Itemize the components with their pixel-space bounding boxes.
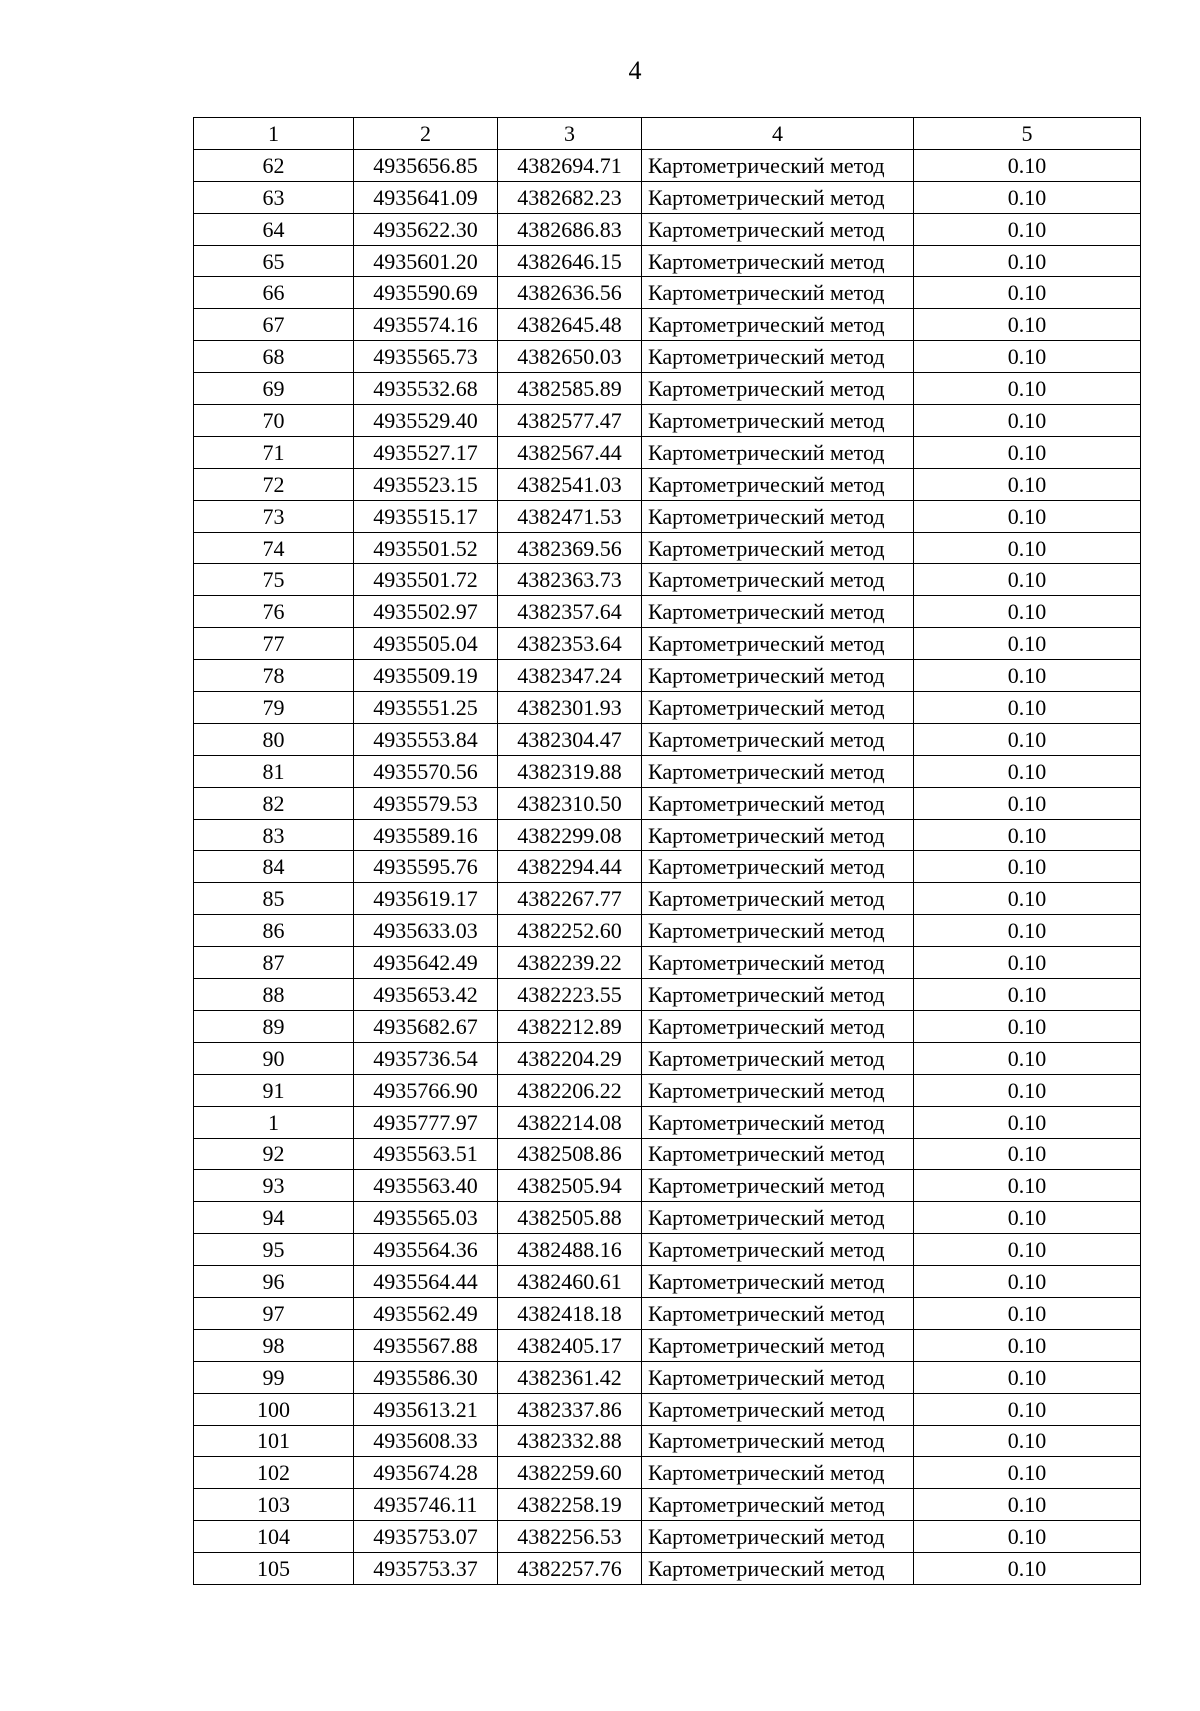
cell-accuracy: 0.10	[914, 341, 1141, 373]
table-row	[194, 1266, 1141, 1298]
cell-point-number: 91	[194, 1074, 354, 1106]
cell-accuracy: 0.10	[914, 755, 1141, 787]
cell-y: 4382332.88	[498, 1425, 642, 1457]
cell-point-number: 105	[194, 1553, 354, 1585]
cell-x: 4935619.17	[354, 883, 498, 915]
cell-accuracy: 0.10	[914, 1010, 1141, 1042]
cell-y: 4382460.61	[498, 1266, 642, 1298]
cell-point-number: 69	[194, 373, 354, 405]
cell-x: 4935527.17	[354, 436, 498, 468]
cell-x: 4935622.30	[354, 213, 498, 245]
cell-accuracy: 0.10	[914, 1361, 1141, 1393]
cell-y: 4382361.42	[498, 1361, 642, 1393]
column-header-x: 2	[354, 118, 498, 150]
cell-method: Картометрический метод	[642, 1489, 914, 1521]
cell-y: 4382369.56	[498, 532, 642, 564]
cell-y: 4382363.73	[498, 564, 642, 596]
cell-accuracy: 0.10	[914, 692, 1141, 724]
table-row	[194, 1329, 1141, 1361]
table-row	[194, 245, 1141, 277]
cell-accuracy: 0.10	[914, 564, 1141, 596]
cell-accuracy: 0.10	[914, 309, 1141, 341]
table-row	[194, 1202, 1141, 1234]
cell-x: 4935501.52	[354, 532, 498, 564]
cell-x: 4935565.03	[354, 1202, 498, 1234]
cell-point-number: 84	[194, 851, 354, 883]
cell-method: Картометрический метод	[642, 1010, 914, 1042]
cell-method: Картометрический метод	[642, 979, 914, 1011]
cell-x: 4935642.49	[354, 947, 498, 979]
table-row	[194, 1361, 1141, 1393]
cell-y: 4382471.53	[498, 500, 642, 532]
cell-y: 4382541.03	[498, 468, 642, 500]
cell-y: 4382505.88	[498, 1202, 642, 1234]
cell-point-number: 74	[194, 532, 354, 564]
cell-method: Картометрический метод	[642, 1234, 914, 1266]
cell-x: 4935766.90	[354, 1074, 498, 1106]
cell-accuracy: 0.10	[914, 500, 1141, 532]
cell-y: 4382256.53	[498, 1521, 642, 1553]
table-row	[194, 500, 1141, 532]
cell-accuracy: 0.10	[914, 1425, 1141, 1457]
cell-accuracy: 0.10	[914, 1074, 1141, 1106]
cell-x: 4935553.84	[354, 723, 498, 755]
table-row	[194, 628, 1141, 660]
cell-y: 4382301.93	[498, 692, 642, 724]
cell-accuracy: 0.10	[914, 532, 1141, 564]
cell-point-number: 98	[194, 1329, 354, 1361]
table-row	[194, 1234, 1141, 1266]
column-header-accuracy: 5	[914, 118, 1141, 150]
cell-point-number: 81	[194, 755, 354, 787]
cell-point-number: 104	[194, 1521, 354, 1553]
cell-y: 4382223.55	[498, 979, 642, 1011]
cell-accuracy: 0.10	[914, 181, 1141, 213]
cell-point-number: 95	[194, 1234, 354, 1266]
cell-y: 4382304.47	[498, 723, 642, 755]
cell-point-number: 67	[194, 309, 354, 341]
cell-method: Картометрический метод	[642, 692, 914, 724]
cell-method: Картометрический метод	[642, 1202, 914, 1234]
cell-accuracy: 0.10	[914, 213, 1141, 245]
table-row	[194, 692, 1141, 724]
table-row	[194, 405, 1141, 437]
cell-x: 4935551.25	[354, 692, 498, 724]
cell-x: 4935674.28	[354, 1457, 498, 1489]
cell-method: Картометрический метод	[642, 915, 914, 947]
cell-y: 4382204.29	[498, 1042, 642, 1074]
cell-y: 4382294.44	[498, 851, 642, 883]
cell-y: 4382694.71	[498, 149, 642, 181]
cell-accuracy: 0.10	[914, 628, 1141, 660]
cell-point-number: 89	[194, 1010, 354, 1042]
cell-y: 4382267.77	[498, 883, 642, 915]
cell-x: 4935746.11	[354, 1489, 498, 1521]
cell-y: 4382337.86	[498, 1393, 642, 1425]
table-row	[194, 341, 1141, 373]
table-row	[194, 851, 1141, 883]
cell-y: 4382585.89	[498, 373, 642, 405]
cell-y: 4382405.17	[498, 1329, 642, 1361]
cell-accuracy: 0.10	[914, 1489, 1141, 1521]
cell-y: 4382686.83	[498, 213, 642, 245]
table-row	[194, 149, 1141, 181]
cell-point-number: 86	[194, 915, 354, 947]
table-header	[194, 118, 1141, 150]
cell-method: Картометрический метод	[642, 1361, 914, 1393]
cell-y: 4382347.24	[498, 660, 642, 692]
cell-y: 4382645.48	[498, 309, 642, 341]
cell-method: Картометрический метод	[642, 1457, 914, 1489]
cell-method: Картометрический метод	[642, 723, 914, 755]
table-row	[194, 883, 1141, 915]
table-row	[194, 1042, 1141, 1074]
table-row	[194, 1297, 1141, 1329]
cell-method: Картометрический метод	[642, 1106, 914, 1138]
cell-y: 4382252.60	[498, 915, 642, 947]
table-row	[194, 755, 1141, 787]
cell-y: 4382418.18	[498, 1297, 642, 1329]
table-row	[194, 947, 1141, 979]
cell-point-number: 65	[194, 245, 354, 277]
cell-method: Картометрический метод	[642, 341, 914, 373]
cell-accuracy: 0.10	[914, 436, 1141, 468]
cell-accuracy: 0.10	[914, 915, 1141, 947]
cell-point-number: 70	[194, 405, 354, 437]
cell-accuracy: 0.10	[914, 1521, 1141, 1553]
cell-point-number: 101	[194, 1425, 354, 1457]
cell-point-number: 78	[194, 660, 354, 692]
cell-x: 4935565.73	[354, 341, 498, 373]
table-row	[194, 1553, 1141, 1585]
cell-x: 4935509.19	[354, 660, 498, 692]
cell-method: Картометрический метод	[642, 787, 914, 819]
cell-x: 4935564.36	[354, 1234, 498, 1266]
cell-x: 4935579.53	[354, 787, 498, 819]
cell-y: 4382310.50	[498, 787, 642, 819]
cell-method: Картометрический метод	[642, 596, 914, 628]
table-row	[194, 181, 1141, 213]
cell-accuracy: 0.10	[914, 947, 1141, 979]
cell-accuracy: 0.10	[914, 1170, 1141, 1202]
cell-point-number: 88	[194, 979, 354, 1011]
cell-point-number: 82	[194, 787, 354, 819]
cell-method: Картометрический метод	[642, 851, 914, 883]
column-header-point-number: 1	[194, 118, 354, 150]
cell-x: 4935682.67	[354, 1010, 498, 1042]
table-row	[194, 1425, 1141, 1457]
cell-point-number: 73	[194, 500, 354, 532]
column-header-method: 4	[642, 118, 914, 150]
cell-method: Картометрический метод	[642, 564, 914, 596]
table-row	[194, 1521, 1141, 1553]
cell-y: 4382257.76	[498, 1553, 642, 1585]
coordinates-table	[193, 117, 1141, 1585]
cell-x: 4935502.97	[354, 596, 498, 628]
cell-accuracy: 0.10	[914, 1202, 1141, 1234]
cell-y: 4382577.47	[498, 405, 642, 437]
cell-accuracy: 0.10	[914, 245, 1141, 277]
cell-accuracy: 0.10	[914, 149, 1141, 181]
table-row	[194, 596, 1141, 628]
table-row	[194, 468, 1141, 500]
cell-method: Картометрический метод	[642, 500, 914, 532]
cell-y: 4382488.16	[498, 1234, 642, 1266]
table-row	[194, 787, 1141, 819]
cell-method: Картометрический метод	[642, 755, 914, 787]
cell-method: Картометрический метод	[642, 277, 914, 309]
table-row	[194, 819, 1141, 851]
page-number: 4	[628, 56, 642, 85]
cell-point-number: 1	[194, 1106, 354, 1138]
cell-method: Картометрический метод	[642, 405, 914, 437]
table-row	[194, 723, 1141, 755]
cell-method: Картометрический метод	[642, 213, 914, 245]
cell-method: Картометрический метод	[642, 149, 914, 181]
cell-point-number: 94	[194, 1202, 354, 1234]
cell-accuracy: 0.10	[914, 1553, 1141, 1585]
cell-method: Картометрический метод	[642, 309, 914, 341]
cell-accuracy: 0.10	[914, 1042, 1141, 1074]
cell-accuracy: 0.10	[914, 979, 1141, 1011]
cell-x: 4935505.04	[354, 628, 498, 660]
cell-accuracy: 0.10	[914, 1138, 1141, 1170]
cell-point-number: 79	[194, 692, 354, 724]
cell-x: 4935608.33	[354, 1425, 498, 1457]
cell-y: 4382353.64	[498, 628, 642, 660]
table-row	[194, 1010, 1141, 1042]
cell-x: 4935586.30	[354, 1361, 498, 1393]
cell-y: 4382682.23	[498, 181, 642, 213]
cell-y: 4382212.89	[498, 1010, 642, 1042]
cell-point-number: 77	[194, 628, 354, 660]
cell-y: 4382258.19	[498, 1489, 642, 1521]
cell-method: Картометрический метод	[642, 1553, 914, 1585]
cell-method: Картометрический метод	[642, 1138, 914, 1170]
cell-y: 4382650.03	[498, 341, 642, 373]
cell-y: 4382357.64	[498, 596, 642, 628]
cell-accuracy: 0.10	[914, 723, 1141, 755]
cell-y: 4382319.88	[498, 755, 642, 787]
table-row	[194, 1457, 1141, 1489]
cell-method: Картометрический метод	[642, 436, 914, 468]
cell-accuracy: 0.10	[914, 660, 1141, 692]
cell-accuracy: 0.10	[914, 405, 1141, 437]
cell-x: 4935501.72	[354, 564, 498, 596]
cell-x: 4935753.07	[354, 1521, 498, 1553]
cell-x: 4935613.21	[354, 1393, 498, 1425]
cell-x: 4935777.97	[354, 1106, 498, 1138]
cell-accuracy: 0.10	[914, 468, 1141, 500]
cell-point-number: 100	[194, 1393, 354, 1425]
cell-method: Картометрический метод	[642, 1074, 914, 1106]
cell-y: 4382508.86	[498, 1138, 642, 1170]
cell-accuracy: 0.10	[914, 596, 1141, 628]
cell-x: 4935601.20	[354, 245, 498, 277]
table-row	[194, 915, 1141, 947]
cell-x: 4935595.76	[354, 851, 498, 883]
table-row	[194, 564, 1141, 596]
table-row	[194, 1106, 1141, 1138]
cell-accuracy: 0.10	[914, 787, 1141, 819]
cell-point-number: 99	[194, 1361, 354, 1393]
cell-x: 4935574.16	[354, 309, 498, 341]
cell-x: 4935563.40	[354, 1170, 498, 1202]
table-row	[194, 1170, 1141, 1202]
cell-method: Картометрический метод	[642, 1329, 914, 1361]
table-row	[194, 373, 1141, 405]
cell-accuracy: 0.10	[914, 1393, 1141, 1425]
cell-x: 4935589.16	[354, 819, 498, 851]
cell-x: 4935653.42	[354, 979, 498, 1011]
cell-y: 4382636.56	[498, 277, 642, 309]
cell-x: 4935641.09	[354, 181, 498, 213]
cell-accuracy: 0.10	[914, 1234, 1141, 1266]
cell-x: 4935515.17	[354, 500, 498, 532]
cell-point-number: 93	[194, 1170, 354, 1202]
header-row	[194, 118, 1141, 150]
cell-y: 4382299.08	[498, 819, 642, 851]
cell-accuracy: 0.10	[914, 1266, 1141, 1298]
cell-y: 4382239.22	[498, 947, 642, 979]
cell-x: 4935570.56	[354, 755, 498, 787]
cell-method: Картометрический метод	[642, 373, 914, 405]
cell-y: 4382214.08	[498, 1106, 642, 1138]
cell-method: Картометрический метод	[642, 947, 914, 979]
cell-point-number: 66	[194, 277, 354, 309]
cell-method: Картометрический метод	[642, 628, 914, 660]
cell-x: 4935633.03	[354, 915, 498, 947]
cell-point-number: 96	[194, 1266, 354, 1298]
cell-x: 4935563.51	[354, 1138, 498, 1170]
cell-point-number: 92	[194, 1138, 354, 1170]
cell-x: 4935564.44	[354, 1266, 498, 1298]
cell-point-number: 72	[194, 468, 354, 500]
cell-method: Картометрический метод	[642, 819, 914, 851]
cell-accuracy: 0.10	[914, 1329, 1141, 1361]
table-row	[194, 277, 1141, 309]
cell-y: 4382646.15	[498, 245, 642, 277]
cell-x: 4935590.69	[354, 277, 498, 309]
cell-method: Картометрический метод	[642, 1297, 914, 1329]
cell-y: 4382505.94	[498, 1170, 642, 1202]
cell-point-number: 85	[194, 883, 354, 915]
table-body	[194, 149, 1141, 1584]
cell-point-number: 102	[194, 1457, 354, 1489]
cell-point-number: 63	[194, 181, 354, 213]
table-row	[194, 1074, 1141, 1106]
table-row	[194, 660, 1141, 692]
cell-method: Картометрический метод	[642, 660, 914, 692]
cell-point-number: 71	[194, 436, 354, 468]
cell-x: 4935562.49	[354, 1297, 498, 1329]
cell-x: 4935753.37	[354, 1553, 498, 1585]
cell-method: Картометрический метод	[642, 1425, 914, 1457]
table-row	[194, 309, 1141, 341]
cell-y: 4382206.22	[498, 1074, 642, 1106]
table-row	[194, 436, 1141, 468]
cell-x: 4935529.40	[354, 405, 498, 437]
cell-method: Картометрический метод	[642, 1266, 914, 1298]
cell-y: 4382567.44	[498, 436, 642, 468]
cell-point-number: 64	[194, 213, 354, 245]
cell-method: Картометрический метод	[642, 468, 914, 500]
table-row	[194, 1393, 1141, 1425]
cell-method: Картометрический метод	[642, 1042, 914, 1074]
cell-x: 4935567.88	[354, 1329, 498, 1361]
cell-method: Картометрический метод	[642, 1393, 914, 1425]
cell-point-number: 80	[194, 723, 354, 755]
table-row	[194, 1489, 1141, 1521]
cell-method: Картометрический метод	[642, 1521, 914, 1553]
table-row	[194, 213, 1141, 245]
cell-point-number: 62	[194, 149, 354, 181]
cell-method: Картометрический метод	[642, 1170, 914, 1202]
cell-method: Картометрический метод	[642, 532, 914, 564]
cell-point-number: 87	[194, 947, 354, 979]
cell-x: 4935736.54	[354, 1042, 498, 1074]
cell-point-number: 68	[194, 341, 354, 373]
table-row	[194, 979, 1141, 1011]
cell-point-number: 83	[194, 819, 354, 851]
cell-accuracy: 0.10	[914, 277, 1141, 309]
cell-x: 4935656.85	[354, 149, 498, 181]
cell-method: Картометрический метод	[642, 883, 914, 915]
cell-accuracy: 0.10	[914, 1106, 1141, 1138]
cell-accuracy: 0.10	[914, 883, 1141, 915]
cell-x: 4935523.15	[354, 468, 498, 500]
cell-point-number: 103	[194, 1489, 354, 1521]
cell-accuracy: 0.10	[914, 1297, 1141, 1329]
cell-accuracy: 0.10	[914, 819, 1141, 851]
cell-method: Картометрический метод	[642, 181, 914, 213]
cell-point-number: 75	[194, 564, 354, 596]
cell-method: Картометрический метод	[642, 245, 914, 277]
table-row	[194, 532, 1141, 564]
cell-point-number: 76	[194, 596, 354, 628]
cell-point-number: 90	[194, 1042, 354, 1074]
cell-y: 4382259.60	[498, 1457, 642, 1489]
cell-accuracy: 0.10	[914, 1457, 1141, 1489]
column-header-y: 3	[498, 118, 642, 150]
cell-x: 4935532.68	[354, 373, 498, 405]
cell-accuracy: 0.10	[914, 851, 1141, 883]
table-row	[194, 1138, 1141, 1170]
cell-point-number: 97	[194, 1297, 354, 1329]
cell-accuracy: 0.10	[914, 373, 1141, 405]
